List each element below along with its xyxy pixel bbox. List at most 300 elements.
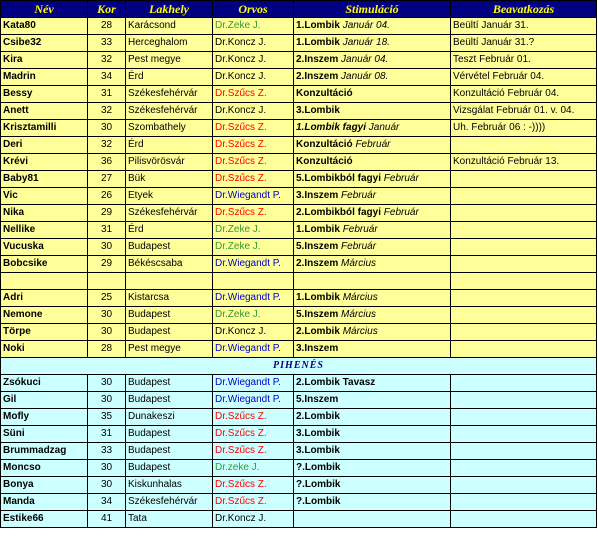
cell-intervention[interactable] <box>451 426 597 443</box>
cell-city[interactable] <box>126 86 213 103</box>
cell-stimulation[interactable] <box>294 341 451 358</box>
cell-city-text: Budapest <box>128 241 171 252</box>
cell-doctor-text: Dr.zeke J. <box>215 462 260 473</box>
cell-name[interactable] <box>1 392 88 409</box>
cell-intervention[interactable] <box>451 375 597 392</box>
cell-name[interactable] <box>1 35 88 52</box>
cell-stimulation[interactable] <box>294 324 451 341</box>
cell-stimulation[interactable] <box>294 375 451 392</box>
cell-name-text: Bonya <box>3 479 34 490</box>
cell-stimulation[interactable] <box>294 273 451 290</box>
cell-city-text: Székesfehérvár <box>128 496 198 507</box>
cell-doctor-text: Dr.Wiegandt P. <box>215 258 281 269</box>
cell-name-text: Törpe <box>3 326 31 337</box>
cell-age[interactable] <box>88 273 126 290</box>
cell-stimulation-month: Január 04. <box>342 20 390 31</box>
cell-age[interactable] <box>88 443 126 460</box>
cell-stimulation[interactable] <box>294 494 451 511</box>
cell-city[interactable] <box>126 341 213 358</box>
cell-name[interactable] <box>1 477 88 494</box>
cell-city-text: Budapest <box>128 326 171 337</box>
cell-stimulation-text: 5.Inszem <box>296 309 339 320</box>
cell-intervention[interactable] <box>451 171 597 188</box>
pause-section-title: PIHENÉS <box>1 358 597 375</box>
cell-age[interactable] <box>88 120 126 137</box>
cell-intervention[interactable] <box>451 188 597 205</box>
cell-name[interactable] <box>1 222 88 239</box>
cell-doctor-text: Dr.Szűcs Z. <box>215 139 267 150</box>
table-row <box>1 273 597 290</box>
cell-intervention-text: Uh. Február 06 : -)))) <box>453 122 546 133</box>
cell-age-text: 30 <box>100 241 113 252</box>
cell-doctor[interactable] <box>213 307 294 324</box>
cell-age[interactable] <box>88 137 126 154</box>
cell-doctor-text: Dr.Koncz J. <box>215 326 267 337</box>
cell-doctor[interactable] <box>213 290 294 307</box>
cell-name-text: Csibe32 <box>3 37 42 48</box>
cell-intervention[interactable] <box>451 222 597 239</box>
cell-age[interactable] <box>88 307 126 324</box>
cell-city-text: Budapest <box>128 462 171 473</box>
cell-intervention[interactable] <box>451 341 597 358</box>
cell-age-text: 30 <box>100 394 113 405</box>
cell-age[interactable] <box>88 494 126 511</box>
cell-name[interactable] <box>1 120 88 137</box>
cell-name-text: Brummadzag <box>3 445 67 456</box>
cell-intervention[interactable] <box>451 205 597 222</box>
cell-intervention[interactable] <box>451 477 597 494</box>
cell-age-text: 36 <box>100 156 113 167</box>
cell-city[interactable] <box>126 137 213 154</box>
cell-city[interactable] <box>126 52 213 69</box>
cell-doctor[interactable] <box>213 511 294 528</box>
cell-city[interactable] <box>126 273 213 290</box>
cell-name[interactable] <box>1 443 88 460</box>
cell-name[interactable] <box>1 307 88 324</box>
cell-stimulation-text: 1.Lombik fagyi <box>296 122 367 133</box>
cell-doctor[interactable] <box>213 103 294 120</box>
cell-doctor-text: Dr.Szűcs Z. <box>215 411 267 422</box>
cell-doctor[interactable] <box>213 137 294 154</box>
cell-doctor[interactable] <box>213 375 294 392</box>
cell-name-text: Nika <box>3 207 25 218</box>
cell-age[interactable] <box>88 375 126 392</box>
cell-name[interactable] <box>1 324 88 341</box>
cell-city[interactable] <box>126 511 213 528</box>
cell-stimulation-text: 3.Lombik <box>296 445 340 456</box>
cell-city-text: Érd <box>128 71 144 82</box>
cell-city[interactable] <box>126 392 213 409</box>
cell-stimulation[interactable] <box>294 290 451 307</box>
cell-age-text: 32 <box>100 54 113 65</box>
cell-name[interactable] <box>1 460 88 477</box>
cell-name[interactable] <box>1 239 88 256</box>
cell-doctor[interactable] <box>213 69 294 86</box>
cell-name[interactable] <box>1 86 88 103</box>
cell-name[interactable] <box>1 375 88 392</box>
cell-stimulation-text: 2.Inszem <box>296 54 339 65</box>
cell-stimulation-month: Március <box>342 292 378 303</box>
table-row <box>1 256 597 273</box>
cell-age-text: 28 <box>100 20 113 31</box>
cell-stimulation-text: 1.Lombik <box>296 20 340 31</box>
cell-age[interactable] <box>88 392 126 409</box>
cell-age[interactable] <box>88 171 126 188</box>
cell-city[interactable] <box>126 443 213 460</box>
cell-city[interactable] <box>126 324 213 341</box>
table-row <box>1 69 597 86</box>
cell-city[interactable] <box>126 154 213 171</box>
cell-age[interactable] <box>88 86 126 103</box>
cell-age-text: 31 <box>100 428 113 439</box>
cell-stimulation-month: Január 04. <box>341 54 389 65</box>
cell-stimulation-text: 2.Lombikból fagyi <box>296 207 382 218</box>
cell-city-text: Érd <box>128 224 144 235</box>
cell-age-text: 25 <box>100 292 113 303</box>
cell-stimulation-month: Február <box>383 173 419 184</box>
cell-stimulation-text: Konzultáció <box>296 88 353 99</box>
cell-doctor[interactable] <box>213 120 294 137</box>
cell-doctor[interactable] <box>213 52 294 69</box>
cell-age-text: 28 <box>100 343 113 354</box>
cell-name-text: Kata80 <box>3 20 36 31</box>
cell-stimulation[interactable] <box>294 256 451 273</box>
cell-intervention[interactable] <box>451 494 597 511</box>
cell-stimulation-text: 2.Lombik <box>296 326 340 337</box>
cell-stimulation-text: ?.Lombik <box>296 496 341 507</box>
cell-stimulation-text: 1.Lombik <box>296 224 340 235</box>
cell-doctor[interactable] <box>213 154 294 171</box>
cell-doctor[interactable] <box>213 171 294 188</box>
cell-city-text: Budapest <box>128 445 171 456</box>
cell-doctor[interactable] <box>213 324 294 341</box>
cell-intervention-text: Beültí Január 31.? <box>453 37 535 48</box>
cell-stimulation[interactable] <box>294 35 451 52</box>
cell-name[interactable] <box>1 171 88 188</box>
cell-doctor-text: Dr.Koncz J. <box>215 71 267 82</box>
cell-stimulation[interactable] <box>294 120 451 137</box>
cell-doctor-text: Dr.Szűcs Z. <box>215 207 267 218</box>
table-row <box>1 290 597 307</box>
cell-stimulation-text: 5.Lombikból fagyi <box>296 173 382 184</box>
cell-age-text: 31 <box>100 224 113 235</box>
cell-intervention[interactable] <box>451 86 597 103</box>
cell-city[interactable] <box>126 477 213 494</box>
cell-stimulation[interactable] <box>294 137 451 154</box>
header-city[interactable]: Lakhely <box>126 1 213 18</box>
cell-intervention[interactable] <box>451 69 597 86</box>
cell-city[interactable] <box>126 375 213 392</box>
cell-doctor[interactable] <box>213 477 294 494</box>
cell-intervention[interactable] <box>451 324 597 341</box>
cell-city[interactable] <box>126 426 213 443</box>
cell-age[interactable] <box>88 460 126 477</box>
cell-doctor-text: Dr.Zeke J. <box>215 309 261 320</box>
cell-doctor[interactable] <box>213 18 294 35</box>
cell-doctor[interactable] <box>213 239 294 256</box>
cell-age[interactable] <box>88 256 126 273</box>
cell-stimulation[interactable] <box>294 86 451 103</box>
cell-city-text: Herceghalom <box>128 37 188 48</box>
cell-stimulation-text: ?.Lombik <box>296 462 341 473</box>
pause-section-row <box>1 358 597 375</box>
cell-doctor[interactable] <box>213 494 294 511</box>
cell-age-text: 32 <box>100 105 113 116</box>
cell-stimulation[interactable] <box>294 511 451 528</box>
cell-name[interactable] <box>1 494 88 511</box>
cell-name-text: Deri <box>3 139 23 150</box>
table-row <box>1 443 597 460</box>
cell-name[interactable] <box>1 256 88 273</box>
cell-age[interactable] <box>88 205 126 222</box>
cell-city-text: Budapest <box>128 394 171 405</box>
cell-stimulation-month: Január <box>368 122 400 133</box>
cell-age[interactable] <box>88 52 126 69</box>
cell-intervention[interactable] <box>451 290 597 307</box>
cell-city[interactable] <box>126 171 213 188</box>
cell-stimulation[interactable] <box>294 426 451 443</box>
cell-age[interactable] <box>88 103 126 120</box>
cell-name-text: Baby81 <box>3 173 39 184</box>
header-doctor[interactable]: Orvos <box>213 1 294 18</box>
cell-name[interactable] <box>1 154 88 171</box>
cell-intervention[interactable] <box>451 103 597 120</box>
table-row <box>1 375 597 392</box>
cell-name-text: Madrin <box>3 71 36 82</box>
cell-intervention[interactable] <box>451 154 597 171</box>
cell-age[interactable] <box>88 154 126 171</box>
cell-name-text: Nellike <box>3 224 36 235</box>
cell-doctor-text: Dr.Szűcs Z. <box>215 88 267 99</box>
cell-city-text: Budapest <box>128 309 171 320</box>
cell-intervention[interactable] <box>451 137 597 154</box>
cell-city[interactable] <box>126 409 213 426</box>
cell-name[interactable] <box>1 137 88 154</box>
cell-name[interactable] <box>1 188 88 205</box>
cell-stimulation[interactable] <box>294 392 451 409</box>
cell-stimulation[interactable] <box>294 460 451 477</box>
cell-doctor[interactable] <box>213 205 294 222</box>
cell-doctor[interactable] <box>213 392 294 409</box>
cell-intervention[interactable] <box>451 511 597 528</box>
cell-city[interactable] <box>126 188 213 205</box>
cell-age-text: 34 <box>100 496 113 507</box>
cell-stimulation[interactable] <box>294 188 451 205</box>
cell-stimulation-text: ?.Lombik <box>296 479 341 490</box>
cell-stimulation-text: 3.Inszem <box>296 190 339 201</box>
cell-city[interactable] <box>126 256 213 273</box>
cell-doctor-text: Dr.Szűcs Z. <box>215 496 267 507</box>
cell-doctor[interactable] <box>213 222 294 239</box>
cell-doctor[interactable] <box>213 273 294 290</box>
cell-name[interactable] <box>1 409 88 426</box>
cell-age-text: 35 <box>100 411 113 422</box>
cell-stimulation[interactable] <box>294 222 451 239</box>
header-name[interactable]: Név <box>1 1 88 18</box>
cell-intervention[interactable] <box>451 392 597 409</box>
cell-doctor[interactable] <box>213 188 294 205</box>
cell-doctor[interactable] <box>213 426 294 443</box>
cell-stimulation[interactable] <box>294 205 451 222</box>
header-stimulation[interactable]: Stimuláció <box>294 1 451 18</box>
cell-city[interactable] <box>126 69 213 86</box>
cell-city[interactable] <box>126 103 213 120</box>
cell-doctor-text: Dr.Koncz J. <box>215 37 267 48</box>
cell-name[interactable] <box>1 205 88 222</box>
cell-city[interactable] <box>126 290 213 307</box>
cell-name-text: Moncso <box>3 462 41 473</box>
table-row <box>1 426 597 443</box>
cell-doctor[interactable] <box>213 86 294 103</box>
cell-name-text: Mofly <box>3 411 30 422</box>
cell-stimulation[interactable] <box>294 171 451 188</box>
header-intervention[interactable]: Beavatkozás <box>451 1 597 18</box>
table-row <box>1 120 597 137</box>
cell-name[interactable] <box>1 511 88 528</box>
cell-intervention-text: Teszt Február 01. <box>453 54 531 65</box>
cell-name-text: Bobcsike <box>3 258 48 269</box>
cell-name-text: Gil <box>3 394 17 405</box>
cell-stimulation[interactable] <box>294 409 451 426</box>
cell-city[interactable] <box>126 307 213 324</box>
cell-age[interactable] <box>88 477 126 494</box>
cell-doctor-text: Dr.Wiegandt P. <box>215 394 281 405</box>
table-row <box>1 392 597 409</box>
cell-doctor-text: Dr.Szűcs Z. <box>215 445 267 456</box>
cell-stimulation-text: Konzultáció <box>296 156 353 167</box>
cell-intervention[interactable] <box>451 35 597 52</box>
cell-name-text: Adri <box>3 292 23 303</box>
table-row <box>1 324 597 341</box>
cell-age[interactable] <box>88 341 126 358</box>
cell-city[interactable] <box>126 222 213 239</box>
cell-stimulation[interactable] <box>294 307 451 324</box>
cell-name[interactable] <box>1 426 88 443</box>
cell-doctor-text: Dr.Koncz J. <box>215 54 267 65</box>
cell-city-text: Kiskunhalas <box>128 479 182 490</box>
table-row <box>1 35 597 52</box>
pause-section <box>1 358 597 375</box>
cell-stimulation-text: 3.Lombik <box>296 428 340 439</box>
cell-stimulation[interactable] <box>294 477 451 494</box>
cell-age[interactable] <box>88 324 126 341</box>
cell-intervention[interactable] <box>451 460 597 477</box>
cell-age[interactable] <box>88 35 126 52</box>
cell-intervention[interactable] <box>451 239 597 256</box>
cell-age[interactable] <box>88 69 126 86</box>
cell-stimulation[interactable] <box>294 443 451 460</box>
cell-intervention[interactable] <box>451 120 597 137</box>
cell-doctor[interactable] <box>213 409 294 426</box>
cell-age-text: 27 <box>100 173 113 184</box>
cell-stimulation[interactable] <box>294 154 451 171</box>
cell-doctor[interactable] <box>213 460 294 477</box>
cell-intervention[interactable] <box>451 443 597 460</box>
cell-intervention[interactable] <box>451 256 597 273</box>
cell-stimulation-month: Március <box>342 326 378 337</box>
cell-age-text: 30 <box>100 309 113 320</box>
cell-age[interactable] <box>88 290 126 307</box>
table-row <box>1 52 597 69</box>
cell-doctor-text: Dr.Wiegandt P. <box>215 343 281 354</box>
cell-age[interactable] <box>88 511 126 528</box>
cell-stimulation-text: Konzultáció <box>296 139 353 150</box>
header-age[interactable]: Kor <box>88 1 126 18</box>
cell-stimulation[interactable] <box>294 18 451 35</box>
cell-doctor[interactable] <box>213 443 294 460</box>
table-row <box>1 460 597 477</box>
cell-age-text: 30 <box>100 462 113 473</box>
cell-city[interactable] <box>126 239 213 256</box>
table-row <box>1 494 597 511</box>
cell-age-text: 33 <box>100 445 113 456</box>
cell-stimulation[interactable] <box>294 103 451 120</box>
cell-stimulation-month: Február <box>341 190 377 201</box>
cell-age-text: 30 <box>100 479 113 490</box>
cell-intervention[interactable] <box>451 52 597 69</box>
cell-name-text: Vic <box>3 190 18 201</box>
cell-intervention[interactable] <box>451 18 597 35</box>
cell-name[interactable] <box>1 103 88 120</box>
cell-intervention-text: Vizsgálat Február 01. v. 04. <box>453 105 575 116</box>
cell-intervention[interactable] <box>451 273 597 290</box>
cell-age[interactable] <box>88 18 126 35</box>
cell-doctor-text: Dr.Wiegandt P. <box>215 377 281 388</box>
table-row <box>1 18 597 35</box>
cell-name[interactable] <box>1 341 88 358</box>
cell-stimulation[interactable] <box>294 239 451 256</box>
cell-city-text: Karácsond <box>128 20 176 31</box>
cell-age[interactable] <box>88 222 126 239</box>
cell-doctor-text: Dr.Szűcs Z. <box>215 173 267 184</box>
cell-name[interactable] <box>1 290 88 307</box>
cell-age[interactable] <box>88 409 126 426</box>
table-row <box>1 103 597 120</box>
cell-intervention[interactable] <box>451 409 597 426</box>
cell-name-text: Nemone <box>3 309 43 320</box>
cell-stimulation-text: 3.Lombik <box>296 105 340 116</box>
cell-age-text: 30 <box>100 377 113 388</box>
cell-city-text: Székesfehérvár <box>128 105 198 116</box>
cell-stimulation[interactable] <box>294 52 451 69</box>
table-row <box>1 307 597 324</box>
cell-name[interactable] <box>1 273 88 290</box>
cell-stimulation[interactable] <box>294 69 451 86</box>
cell-city-text: Pest megye <box>128 343 181 354</box>
cell-intervention[interactable] <box>451 307 597 324</box>
cell-city-text: Tata <box>128 513 147 524</box>
cell-doctor[interactable] <box>213 35 294 52</box>
cell-name-text: Süni <box>3 428 25 439</box>
cell-doctor[interactable] <box>213 341 294 358</box>
cell-name[interactable] <box>1 52 88 69</box>
cell-intervention-text: Konzultáció Február 13. <box>453 156 560 167</box>
cell-age[interactable] <box>88 426 126 443</box>
cell-doctor[interactable] <box>213 256 294 273</box>
cell-city[interactable] <box>126 35 213 52</box>
cell-age[interactable] <box>88 188 126 205</box>
cell-city[interactable] <box>126 460 213 477</box>
cell-city[interactable] <box>126 18 213 35</box>
cell-name[interactable] <box>1 18 88 35</box>
cell-city[interactable] <box>126 205 213 222</box>
cell-city-text: Bük <box>128 173 146 184</box>
cell-city[interactable] <box>126 120 213 137</box>
cell-age[interactable] <box>88 239 126 256</box>
cell-city[interactable] <box>126 494 213 511</box>
cell-doctor-text: Dr.Szűcs Z. <box>215 479 267 490</box>
cell-name[interactable] <box>1 69 88 86</box>
